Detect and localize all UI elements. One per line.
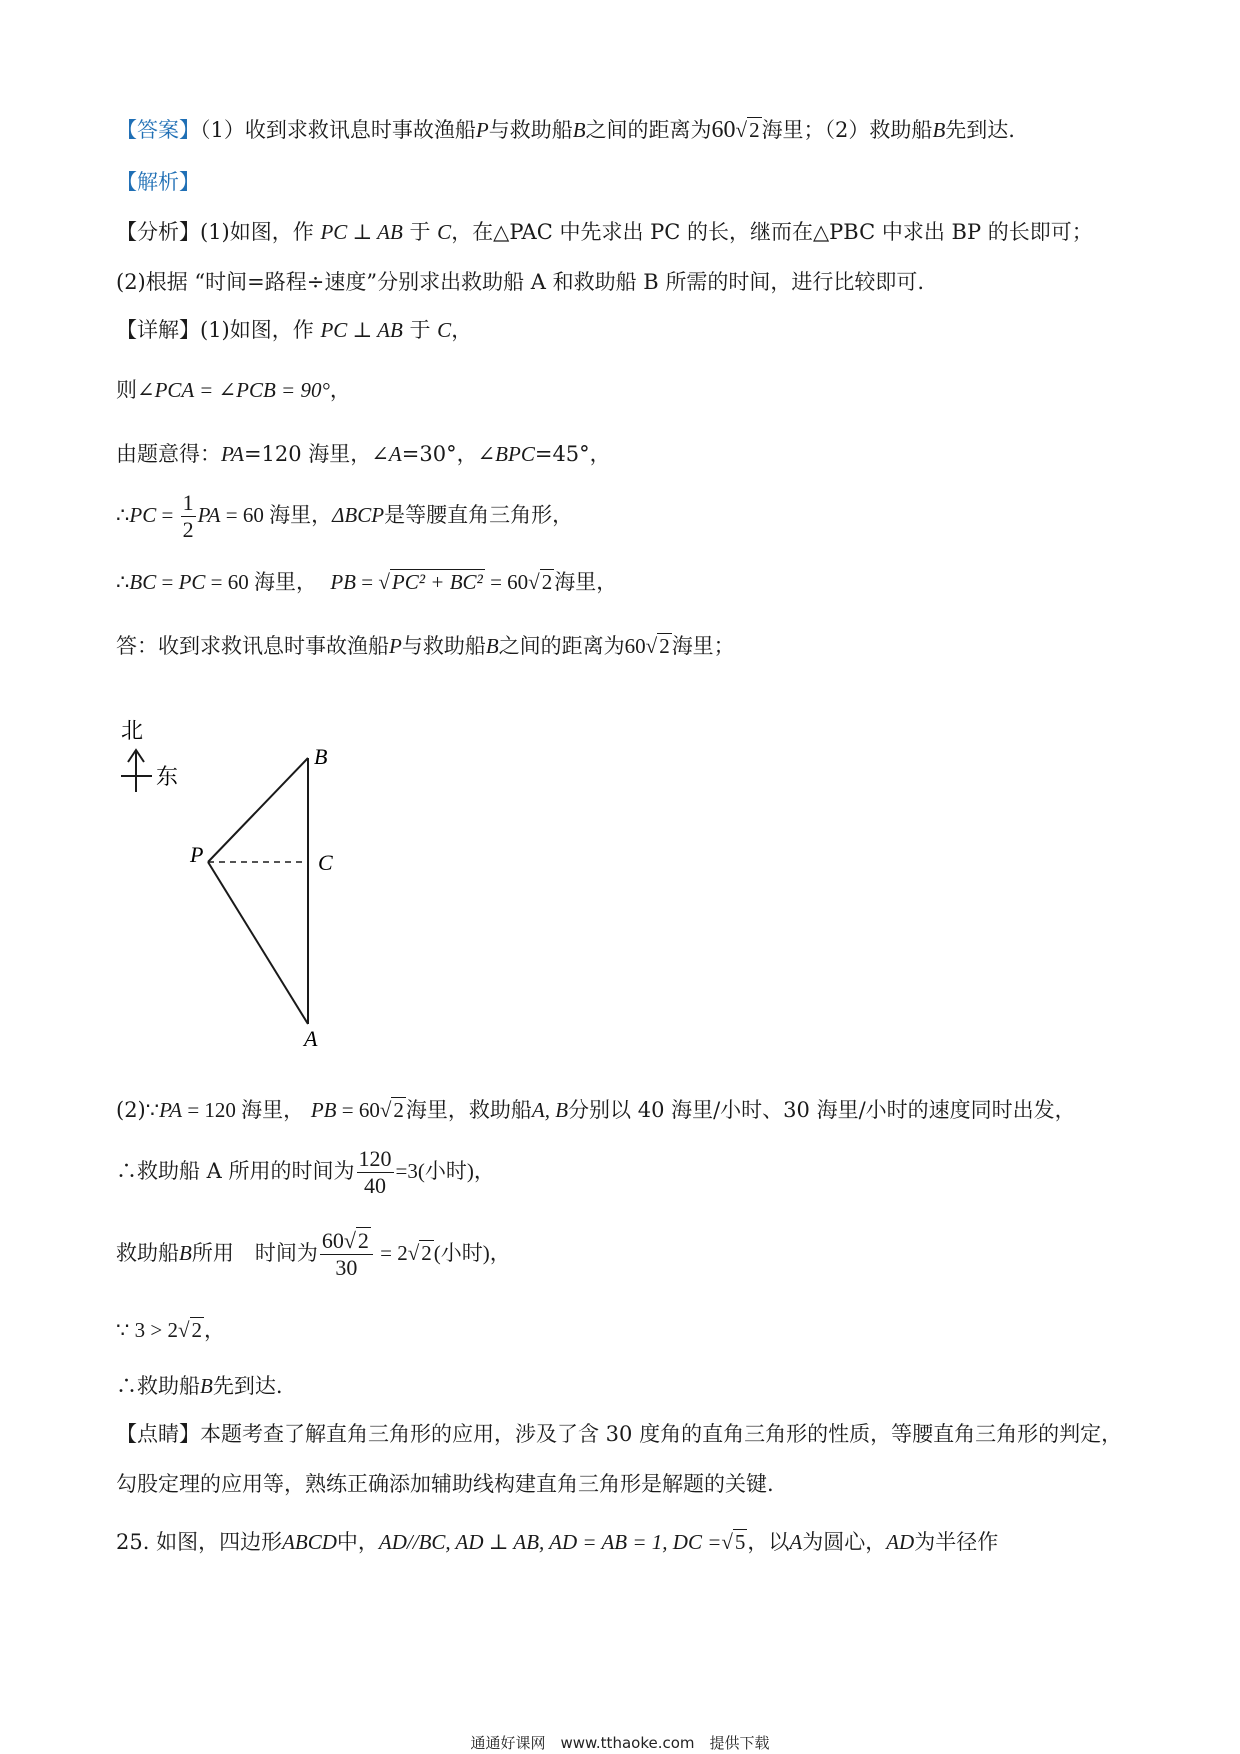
angle-line <box>116 380 351 401</box>
analysis-tag: 【解析】 <box>116 170 200 194</box>
p2-radicand: 2 <box>393 1098 404 1122</box>
pb-math-3: PB <box>330 570 357 594</box>
q25-math-2: AD//BC, AD ⊥ AB, AD = AB = 1, DC = <box>378 1530 722 1554</box>
fenxi-line-2: (2)根据 “时间=路程÷速度”分别求出救助船 A 和救助船 B 所需的时间，进行比较即可. <box>116 270 925 294</box>
ans1-text-2: 与救助船 <box>401 634 486 658</box>
pc-math-2: PA <box>197 503 221 527</box>
timeB-num-radicand: 2 <box>357 1228 369 1253</box>
pc-frac-den: 2 <box>182 517 194 542</box>
ans1-line <box>116 636 735 657</box>
fenxi-text-3: ，在△PAC 中先求出 PC 的长，继而在△PBC 中求出 BP 的长即可； <box>451 220 1093 244</box>
timeA-num: 120 <box>358 1146 392 1171</box>
given-math-2: ∠A <box>371 442 402 466</box>
p2-math-2: PB <box>310 1098 337 1122</box>
given-text-3: =30°， <box>401 442 478 466</box>
q25-radicand: 5 <box>734 1530 746 1554</box>
timeB-line <box>116 1230 511 1279</box>
p2-math-3: A, B <box>531 1098 569 1122</box>
q25-text-4: 为圆心， <box>802 1530 887 1554</box>
given-text-2: =120 海里， <box>243 442 372 466</box>
xiangjie-text-1: (1)如图，作 <box>200 318 314 342</box>
answer-B: B <box>572 118 586 142</box>
q25-math-3: A <box>789 1530 803 1554</box>
q25-text-1: 25. 如图，四边形 <box>116 1530 283 1554</box>
given-text-4: =45°， <box>534 442 611 466</box>
pc-therefore: ∴ <box>116 503 130 527</box>
given-line <box>116 444 611 465</box>
timeA-fraction <box>357 1148 394 1197</box>
timeB-text-1: 救助船 <box>116 1241 179 1265</box>
compare-radicand: 2 <box>191 1318 202 1342</box>
xiangjie-math-1: PC ⊥ AB <box>320 318 403 342</box>
q25-math-1: ABCD <box>282 1530 337 1554</box>
angle-text-2: ， <box>329 378 351 402</box>
pb-radicand: PC² + BC² <box>391 570 483 594</box>
xiangjie-line <box>116 320 472 341</box>
pc-frac-num: 1 <box>182 490 194 515</box>
q25-text-5: 为半径作 <box>914 1530 999 1554</box>
ans1-text-3: 之间的距离为 <box>498 634 625 658</box>
q25-math-4: AD <box>886 1530 915 1554</box>
pc-fraction <box>181 492 196 541</box>
timeA-text-2: =3(小时)， <box>395 1159 495 1183</box>
ans1-text-4: 海里； <box>671 634 735 658</box>
pb-line <box>116 572 617 593</box>
conclusion-line <box>116 1376 283 1397</box>
compare-text-1: ∵ 3 > 2 <box>116 1318 178 1342</box>
fenxi-math-1: PC ⊥ AB <box>320 220 403 244</box>
answer-line <box>116 118 1015 142</box>
timeA-line <box>116 1148 495 1197</box>
pb-text-6: 海里， <box>554 570 618 594</box>
q25-text-3: ，以 <box>747 1530 790 1554</box>
label-C: C <box>318 850 333 875</box>
xiangjie-text-3: ， <box>451 318 473 342</box>
compare-text-2: ， <box>204 1318 225 1342</box>
timeB-num <box>320 1230 373 1255</box>
p2-text-5: 分别以 40 海里/小时、30 海里/小时的速度同时出发， <box>568 1098 1076 1122</box>
timeA-den: 40 <box>364 1173 387 1198</box>
answer-text-2: 与救助船 <box>488 118 573 142</box>
answer-tag: 【答案】 <box>116 118 200 142</box>
ans1-P: P <box>389 634 402 658</box>
ans1-sqrt: √2 <box>645 634 670 658</box>
concl-text-2: 先到达. <box>212 1374 283 1398</box>
segment-BP <box>208 758 308 862</box>
pc-line <box>116 492 573 541</box>
pb-sqrt: √PC² + BC² <box>378 570 483 594</box>
answer-text-3: 之间的距离为 <box>585 118 712 142</box>
pb-math-2: PC <box>178 570 206 594</box>
east-label: 东 <box>156 765 179 790</box>
compare-sqrt: √2 <box>177 1318 202 1342</box>
pc-math-1: PC <box>129 503 157 527</box>
xiangjie-tag: 【详解】 <box>116 318 200 342</box>
p2-text-1: (2)∵ <box>116 1098 160 1122</box>
triangle-diagram <box>116 712 376 1052</box>
label-P: P <box>190 842 204 867</box>
timeB-fraction <box>320 1230 373 1279</box>
p2-math-1: PA <box>159 1098 183 1122</box>
timeB-den: 30 <box>335 1255 358 1280</box>
label-B: B <box>314 744 328 769</box>
answer-text-5: 先到达. <box>945 118 1015 142</box>
segment-PA <box>208 862 308 1024</box>
pc-text-3: 是等腰直角三角形， <box>384 503 574 527</box>
p2-text-4: 海里，救助船 <box>405 1098 532 1122</box>
angle-text-1: 则 <box>116 378 137 402</box>
timeB-num-sqrt: √2 <box>343 1228 369 1253</box>
timeB-text-2: 所用 时间为 <box>191 1241 318 1265</box>
answer-text-1: （1）收到求救讯息时事故渔船 <box>200 118 476 142</box>
pc-eq: = <box>156 503 179 527</box>
q25-sqrt: √5 <box>721 1530 746 1554</box>
timeB-B: B <box>179 1241 192 1265</box>
ans1-value: 60 <box>624 634 646 658</box>
xiangjie-text-2: 于 <box>409 318 431 342</box>
given-math-1: PA <box>221 442 244 466</box>
pb-text-4: = <box>356 570 379 594</box>
timeA-text-1: ∴救助船 A 所用的时间为 <box>116 1159 355 1183</box>
pb-text-2: = <box>156 570 179 594</box>
timeB-text-4: (小时)， <box>433 1241 511 1265</box>
page-footer: 通通好课网 www.tthaoke.com 提供下载 <box>470 1734 770 1752</box>
dianjing-tag: 【点睛】 <box>116 1422 200 1446</box>
triangle-figure <box>116 712 376 1052</box>
q25-text-2: 中， <box>336 1530 379 1554</box>
answer-text-4: 海里；（2）救助船 <box>761 118 933 142</box>
timeB-text-3: = 2 <box>374 1241 408 1265</box>
angle-math: ∠PCA = ∠PCB = 90° <box>137 378 330 402</box>
fenxi-tag: 【分析】 <box>116 220 200 244</box>
ans1-radicand: 2 <box>659 634 670 658</box>
fenxi-text-2: 于 <box>409 220 431 244</box>
given-text-1: 由题意得： <box>116 442 221 466</box>
pc-text-2: = 60 海里， <box>220 503 333 527</box>
fenxi-text-1: (1)如图，作 <box>200 220 314 244</box>
concl-text-1: ∴救助船 <box>116 1374 200 1398</box>
pb-sqrt-2: √2 <box>528 570 553 594</box>
p2-text-3: = 60 <box>336 1098 380 1122</box>
pb-math-1: BC <box>129 570 157 594</box>
timeB-radicand: 2 <box>421 1241 432 1265</box>
pb-text-5: = 60 <box>484 570 529 594</box>
ans1-B: B <box>485 634 499 658</box>
pb-radicand-2: 2 <box>541 570 553 594</box>
p2-text-2: = 120 海里， <box>182 1098 305 1122</box>
dianjing-text-1: 本题考查了解直角三角形的应用，涉及了含 30 度角的直角三角形的性质，等腰直角三角形的判定， <box>200 1422 1123 1446</box>
label-A: A <box>304 1026 318 1051</box>
answer-sqrt: √2 <box>735 118 760 142</box>
fenxi-math-2: C <box>437 220 452 244</box>
pc-math-3: ΔBCP <box>332 503 385 527</box>
pb-text-3: = 60 海里， <box>205 570 317 594</box>
timeB-num-a: 60 <box>321 1228 344 1253</box>
concl-B: B <box>200 1374 213 1398</box>
timeB-sqrt: √2 <box>407 1241 432 1265</box>
answer-P: P <box>475 118 489 142</box>
ans1-text-1: 答：收到求救讯息时事故渔船 <box>116 634 389 658</box>
xiangjie-math-2: C <box>437 318 452 342</box>
answer-B2: B <box>932 118 946 142</box>
q25-line <box>116 1532 998 1553</box>
answer-value: 60 <box>711 117 736 143</box>
north-label: 北 <box>121 719 144 744</box>
answer-radicand: 2 <box>749 118 760 142</box>
dianjing-line-1 <box>116 1424 1122 1445</box>
p2-sqrt: √2 <box>379 1098 404 1122</box>
given-math-3: ∠BPC <box>477 442 535 466</box>
p2-line <box>116 1100 1076 1121</box>
dianjing-line-2: 勾股定理的应用等，熟练正确添加辅助线构建直角三角形是解题的关键. <box>116 1472 774 1496</box>
fenxi-line <box>116 222 1093 243</box>
compare-line <box>116 1320 225 1341</box>
pb-therefore: ∴ <box>116 570 130 594</box>
